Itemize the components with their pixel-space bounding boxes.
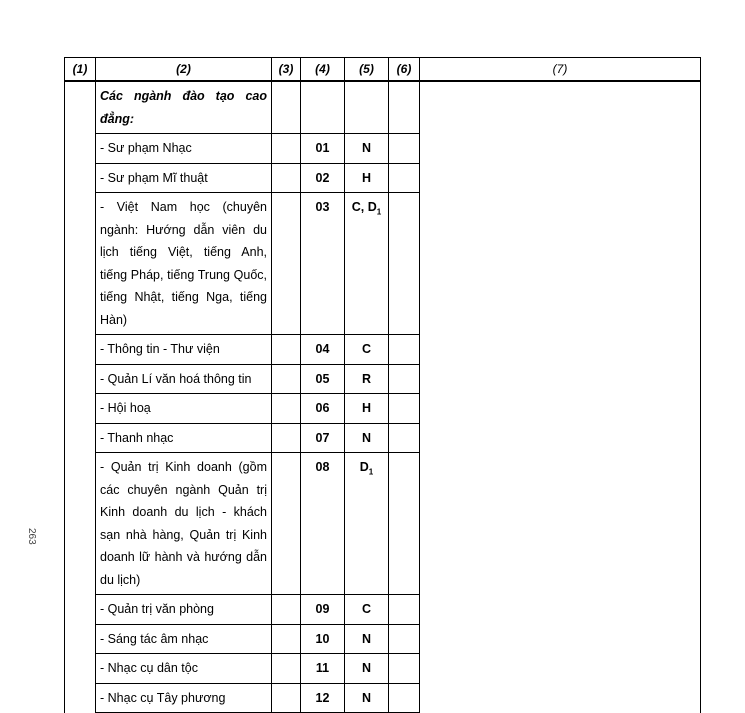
exam-group-subscript: 1 (376, 207, 382, 217)
program-code: 10 (301, 624, 345, 654)
col6-cell (389, 364, 420, 394)
program-code: 06 (301, 394, 345, 424)
col6-cell (389, 134, 420, 164)
header-col-5: (5) (345, 58, 389, 82)
program-name: - Nhạc cụ Tây phương (96, 683, 272, 713)
program-name: - Quản Lí văn hoá thông tin (96, 364, 272, 394)
col1-cell (65, 81, 96, 713)
exam-group-label: C (361, 602, 372, 616)
program-name: - Thanh nhạc (96, 423, 272, 453)
col3-cell (272, 423, 301, 453)
program-name: - Sư phạm Nhạc (96, 134, 272, 164)
program-name: - Thông tin - Thư viện (96, 335, 272, 365)
exam-group-label: C, D (351, 200, 377, 214)
header-col-3: (3) (272, 58, 301, 82)
col4-cell (301, 81, 345, 134)
program-code: 03 (301, 193, 345, 335)
program-code: 12 (301, 683, 345, 713)
exam-group-label: N (361, 141, 372, 155)
program-code: 01 (301, 134, 345, 164)
program-name: - Quản trị văn phòng (96, 595, 272, 625)
col5-cell (345, 81, 389, 134)
header-col-4: (4) (301, 58, 345, 82)
exam-group (345, 394, 389, 424)
exam-group-label: R (361, 371, 372, 386)
exam-group-label: D (359, 460, 369, 474)
page-number: 263 (26, 528, 37, 545)
col3-cell (272, 163, 301, 193)
program-code: 11 (301, 654, 345, 684)
exam-group-label: H (361, 170, 372, 185)
exam-group-label: N (361, 690, 372, 705)
col3-cell (272, 453, 301, 595)
col6-cell (389, 453, 420, 595)
exam-group (345, 423, 389, 453)
program-code: 04 (301, 335, 345, 365)
exam-group (345, 595, 389, 625)
col6-cell (389, 683, 420, 713)
col3-cell (272, 193, 301, 335)
col3-cell (272, 595, 301, 625)
col3-cell (272, 364, 301, 394)
header-row (65, 58, 701, 82)
col7-cell (420, 81, 701, 713)
exam-group (345, 335, 389, 365)
program-name: - Việt Nam học (chuyên ngành: Hướng dẫn viên du lịch tiếng Việt, tiếng Anh, tiếng Pháp, tiếng Trung Quốc, tiếng Nhật, tiếng Nga, tiếng Hàn) (96, 193, 272, 335)
col3-cell (272, 683, 301, 713)
exam-group (345, 654, 389, 684)
exam-group-label: N (361, 631, 372, 646)
header-col-6: (6) (389, 58, 420, 82)
exam-group (345, 624, 389, 654)
admissions-table (64, 57, 701, 713)
exam-group (345, 453, 389, 595)
col6-cell (389, 335, 420, 365)
program-code: 08 (301, 453, 345, 595)
exam-group-label: N (361, 430, 372, 445)
exam-group-label: C (361, 342, 372, 356)
header-col-1: (1) (65, 58, 96, 82)
col6-cell (389, 423, 420, 453)
program-name: - Sư phạm Mĩ thuật (96, 163, 272, 193)
col6-cell (389, 163, 420, 193)
exam-group (345, 163, 389, 193)
col6-cell (389, 654, 420, 684)
exam-group-label: H (361, 401, 372, 415)
exam-group (345, 683, 389, 713)
exam-group (345, 364, 389, 394)
section-title: Các ngành đào tạo cao đẳng: (96, 81, 272, 134)
header-col-2: (2) (96, 58, 272, 82)
header-col-7: (7) (420, 58, 701, 82)
program-code: 07 (301, 423, 345, 453)
col3-cell (272, 394, 301, 424)
program-name: - Nhạc cụ dân tộc (96, 654, 272, 684)
program-code: 05 (301, 364, 345, 394)
col3-cell (272, 81, 301, 134)
col6-cell (389, 394, 420, 424)
col3-cell (272, 654, 301, 684)
section-row (65, 81, 701, 134)
program-code: 02 (301, 163, 345, 193)
program-name: - Quản trị Kinh doanh (gồm các chuyên ngành Quản trị Kinh doanh du lịch - khách sạn nhà hàng, Quản trị Kinh doanh lữ hành và hướng dẫn du lịch) (96, 453, 272, 595)
exam-group (345, 134, 389, 164)
col6-cell (389, 624, 420, 654)
col3-cell (272, 624, 301, 654)
program-name: - Sáng tác âm nhạc (96, 624, 272, 654)
col3-cell (272, 335, 301, 365)
program-name: - Hội hoạ (96, 394, 272, 424)
exam-group (345, 193, 389, 335)
program-code: 09 (301, 595, 345, 625)
col6-cell (389, 81, 420, 134)
exam-group-subscript: 1 (368, 467, 374, 477)
col6-cell (389, 193, 420, 335)
col6-cell (389, 595, 420, 625)
exam-group-label: N (361, 661, 372, 675)
col3-cell (272, 134, 301, 164)
